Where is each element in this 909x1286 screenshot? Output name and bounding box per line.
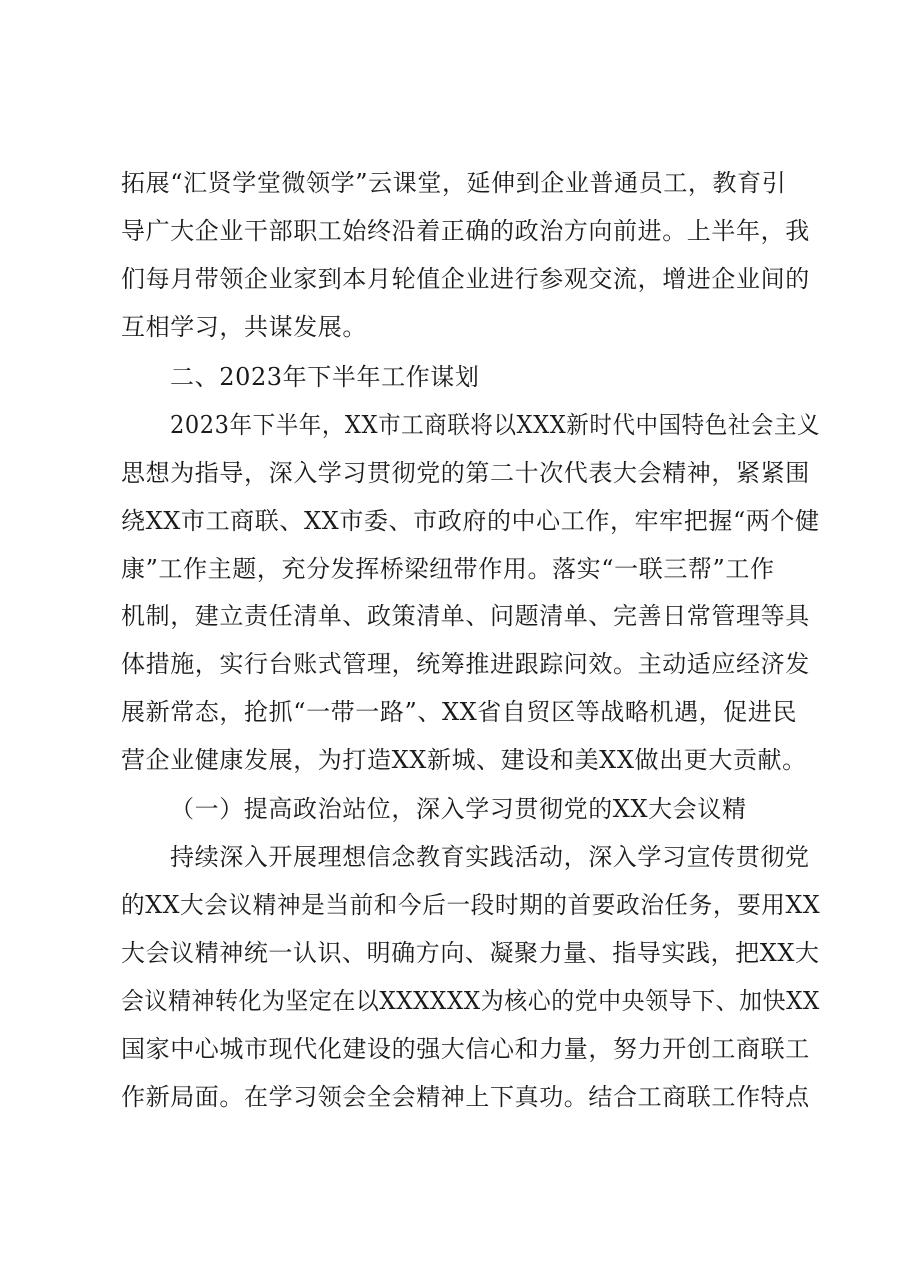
paragraph-line: 国家中心城市现代化建设的强大信心和力量，努力开创工商联工 xyxy=(121,1035,810,1063)
paragraph-line: 思想为指导，深入学习贯彻党的第二十次代表大会精神，紧紧围 xyxy=(121,459,810,487)
paragraph-line: 大会议精神统一认识、明确方向、凝聚力量、指导实践，把XX大 xyxy=(121,939,820,967)
subsection-heading: （一）提高政治站位，深入学习贯彻党的XX大会议精 xyxy=(170,795,747,823)
paragraph-line: 康”工作主题，充分发挥桥梁纽带作用。落实“一联三帮”工作 xyxy=(121,555,775,583)
paragraph-line: 互相学习，共谋发展。 xyxy=(121,313,367,341)
paragraph-line: 会议精神转化为坚定在以XXXXXX为核心的党中央领导下、加快XX xyxy=(121,987,820,1015)
paragraph-line: 展新常态，抢抓“一带一路”、XX省自贸区等战略机遇，促进民 xyxy=(121,698,798,726)
section-heading: 二、2023年下半年工作谋划 xyxy=(170,363,480,391)
paragraph-line: 导广大企业干部职工始终沿着正确的政治方向前进。上半年，我 xyxy=(121,217,810,245)
paragraph-line: 绕XX市工商联、XX市委、市政府的中心工作，牢牢把握“两个健 xyxy=(121,507,820,535)
paragraph-line: 营企业健康发展，为打造XX新城、建设和美XX做出更大贡献。 xyxy=(121,746,807,774)
paragraph-line: 体措施，实行台账式管理，统筹推进跟踪问效。主动适应经济发 xyxy=(121,650,810,678)
paragraph-line: 的XX大会议精神是当前和今后一段时期的首要政治任务，要用XX xyxy=(121,891,821,919)
paragraph-line: 作新局面。在学习领会全会精神上下真功。结合工商联工作特点 xyxy=(121,1083,810,1111)
paragraph-line: 机制，建立责任清单、政策清单、问题清单、完善日常管理等具 xyxy=(121,602,810,630)
paragraph-line: 2023年下半年，XX市工商联将以XXX新时代中国特色社会主义 xyxy=(170,411,821,439)
paragraph-line: 持续深入开展理想信念教育实践活动，深入学习宣传贯彻党 xyxy=(170,843,810,871)
paragraph-line: 们每月带领企业家到本月轮值企业进行参观交流，增进企业间的 xyxy=(121,265,810,293)
paragraph-line: 拓展“汇贤学堂微领学”云课堂，延伸到企业普通员工，教育引 xyxy=(121,169,787,197)
